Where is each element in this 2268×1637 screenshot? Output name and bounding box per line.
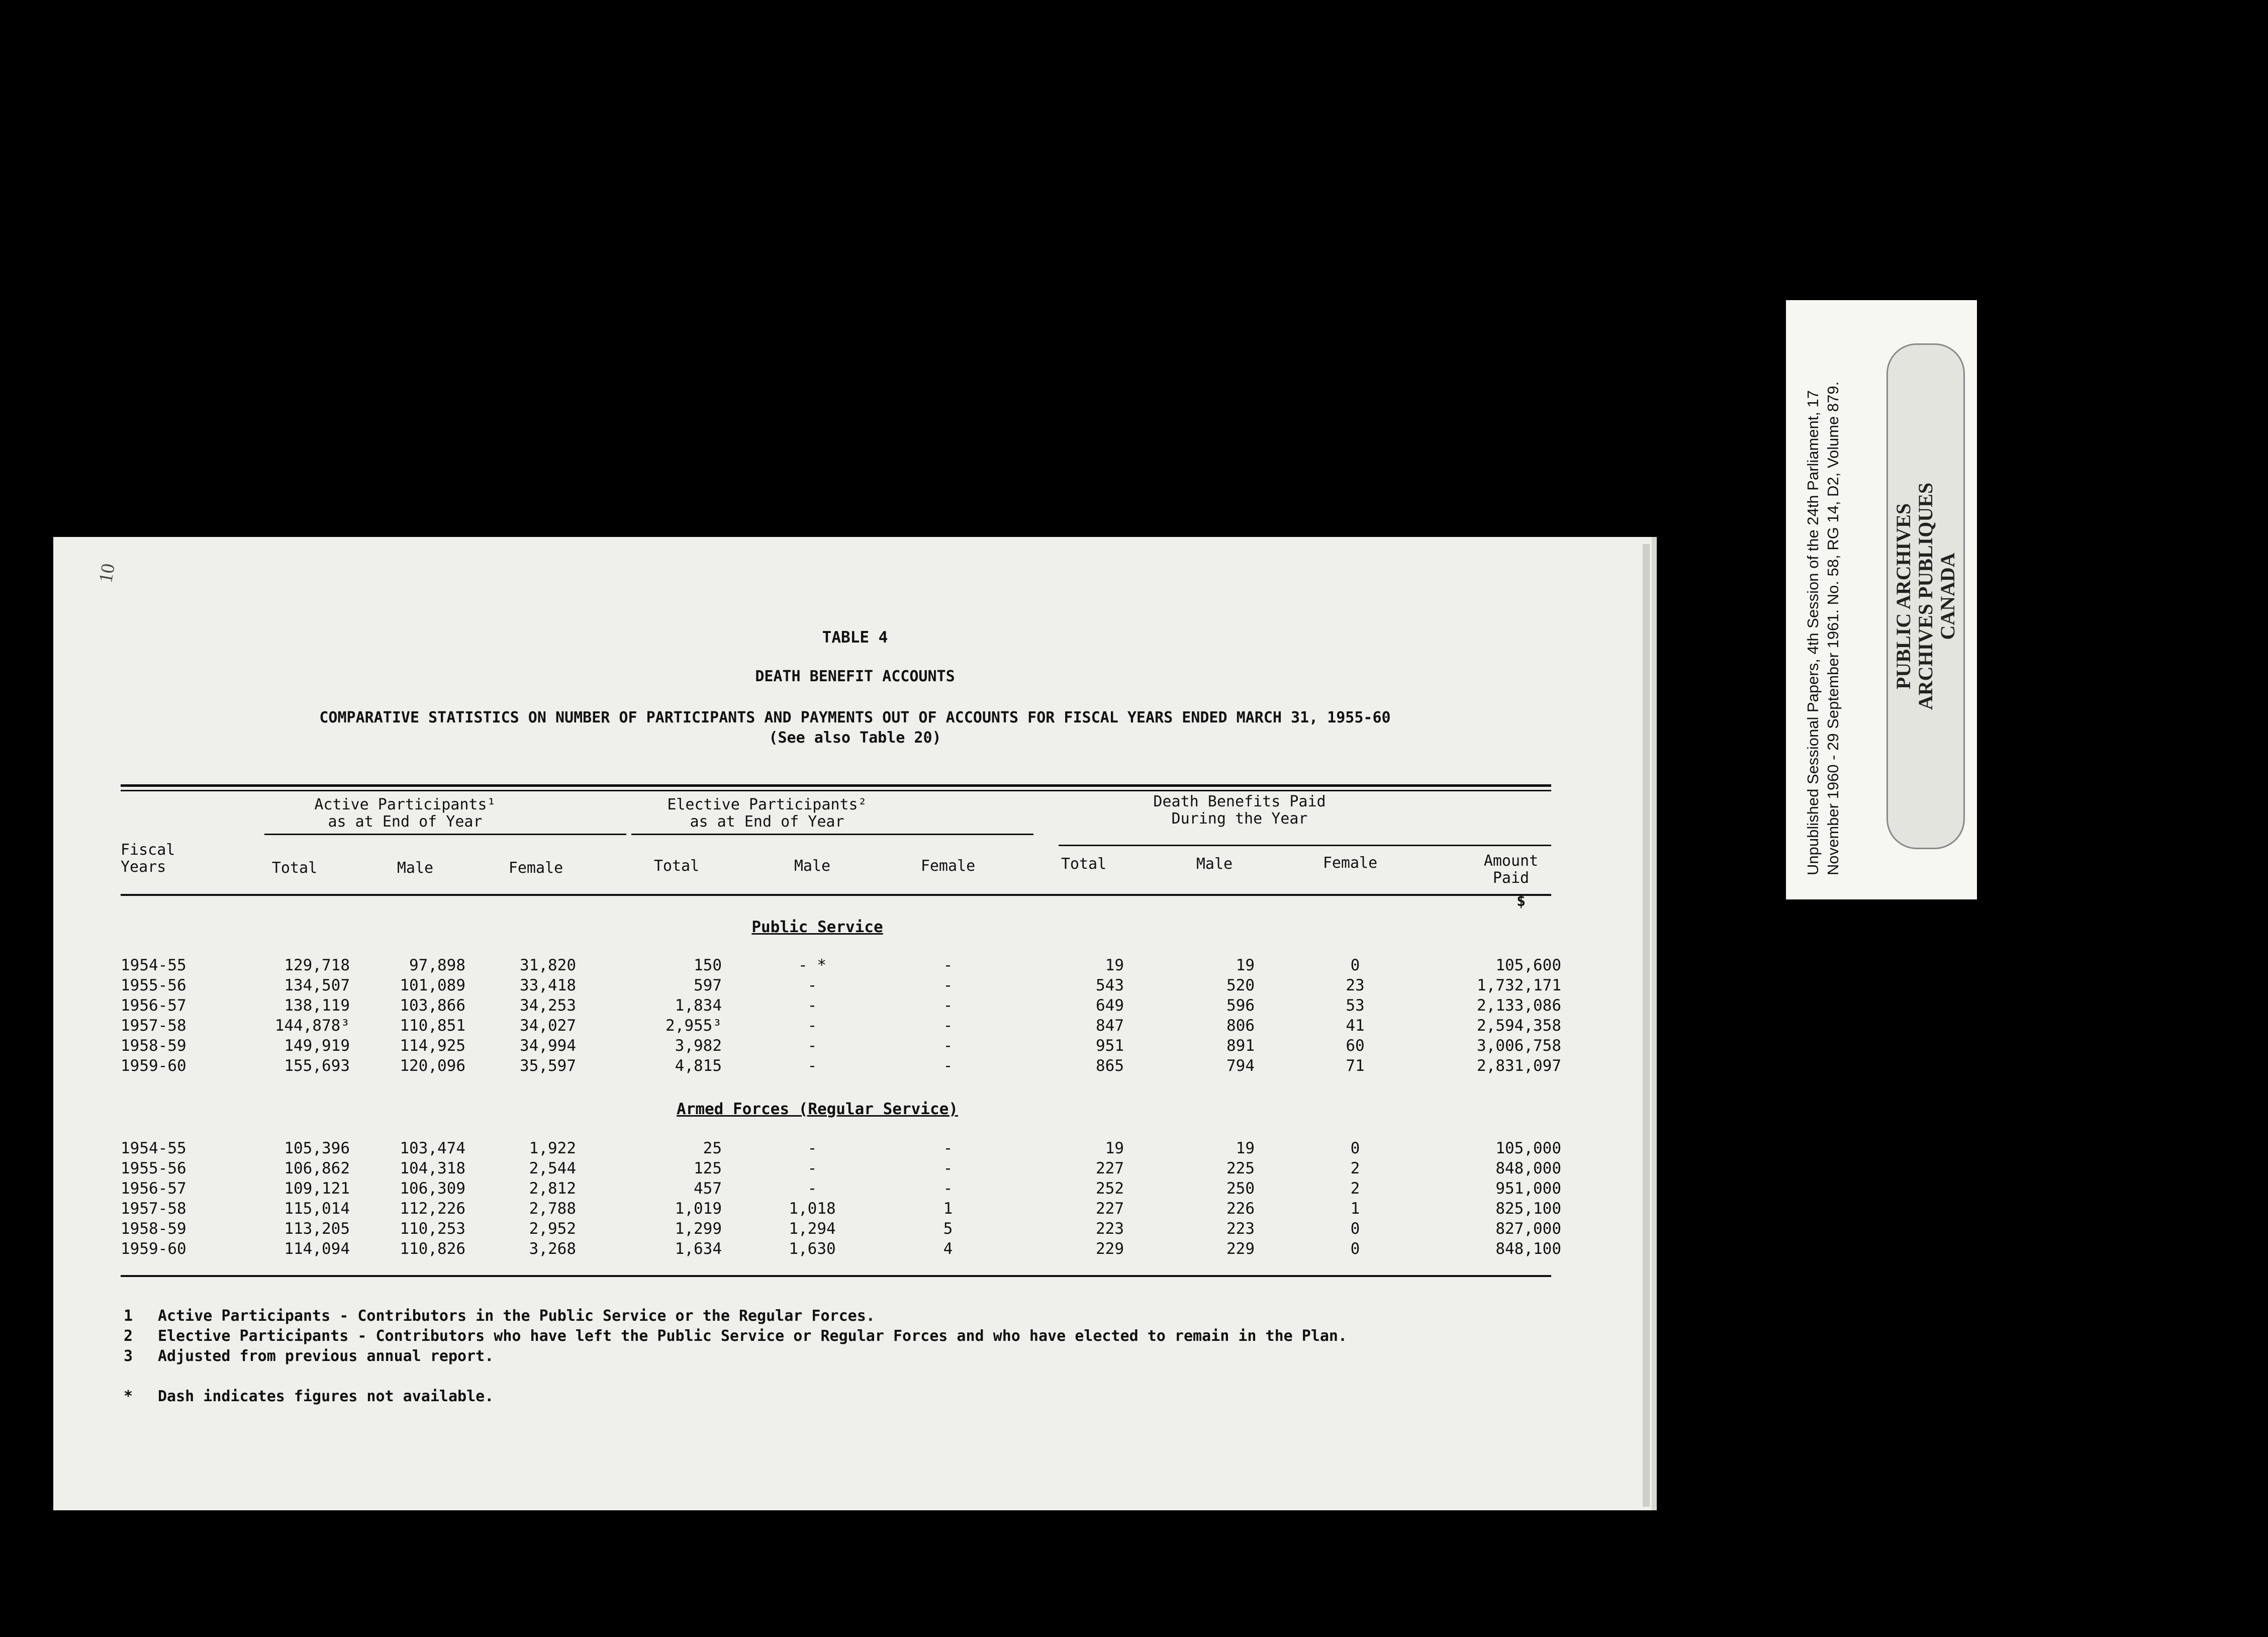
cell-amount-paid: 951,000: [1495, 1179, 1561, 1198]
cell-death-total: 229: [1096, 1240, 1124, 1258]
cell-active-female: 1,922: [529, 1139, 576, 1157]
cell-death-female: 0: [1350, 1240, 1360, 1258]
col-active-female: Female: [508, 859, 563, 877]
cell-elective-male: -: [807, 1179, 817, 1198]
cell-active-male: 103,866: [400, 996, 465, 1015]
cell-death-male: 223: [1226, 1220, 1255, 1238]
elective-participants-header: Elective Participants² as at End of Year: [667, 796, 867, 831]
cell-elective-female: 1: [943, 1200, 953, 1218]
cell-amount-paid: 1,732,171: [1477, 976, 1561, 994]
cell-death-male: 891: [1226, 1037, 1255, 1055]
cell-elective-female: 4: [943, 1240, 953, 1258]
cell-elective-total: 1,634: [675, 1240, 722, 1258]
cell-death-female: 2: [1350, 1179, 1360, 1198]
cell-death-male: 806: [1226, 1017, 1255, 1035]
cell-death-female: 60: [1346, 1037, 1365, 1055]
table-label: TABLE 4: [822, 628, 888, 647]
cell-fiscal-year: 1956-57: [121, 996, 186, 1015]
cell-death-female: 0: [1350, 956, 1360, 974]
col-elective-male: Male: [794, 857, 831, 875]
cell-death-male: 229: [1226, 1240, 1255, 1258]
dollar-sign: $: [1516, 892, 1526, 910]
cell-elective-female: -: [943, 1057, 953, 1075]
cell-active-total: 106,862: [284, 1159, 350, 1177]
top-rule-2: [121, 790, 1551, 791]
cell-active-male: 110,851: [400, 1017, 465, 1035]
cell-death-female: 41: [1346, 1017, 1365, 1035]
cell-elective-male: -: [807, 1037, 817, 1055]
cell-death-male: 19: [1236, 956, 1255, 974]
cell-death-female: 0: [1350, 1139, 1360, 1157]
cell-death-total: 223: [1096, 1220, 1124, 1238]
cell-elective-female: -: [943, 1037, 953, 1055]
cell-active-male: 103,474: [400, 1139, 465, 1157]
archive-caption: Unpublished Sessional Papers, 4th Session of the 24th Parliament, 17 November 1960 - 29 September 1961. No. 58, RG 14, D2, Volume 879.: [1804, 381, 1842, 875]
cell-death-female: 0: [1350, 1220, 1360, 1238]
cell-death-male: 225: [1226, 1159, 1255, 1177]
cell-elective-female: 5: [943, 1220, 953, 1238]
table-subtitle: COMPARATIVE STATISTICS ON NUMBER OF PARTICIPANTS AND PAYMENTS OUT OF ACCOUNTS FOR FISCAL YEARS ENDED MARCH 31, 1955-60: [319, 709, 1391, 726]
cell-active-total: 134,507: [284, 976, 350, 994]
footnote: 2 Elective Participants - Contributors who have left the Public Service or Regular Forces and who have elected to remain in the Plan.: [124, 1327, 1348, 1345]
cell-elective-male: -: [807, 1139, 817, 1157]
cell-active-total: 114,094: [284, 1240, 350, 1258]
active-underline: [264, 834, 626, 835]
cell-elective-male: - *: [798, 956, 826, 974]
cell-elective-total: 3,982: [675, 1037, 722, 1055]
cell-fiscal-year: 1959-60: [121, 1057, 186, 1075]
cell-active-total: 129,718: [284, 956, 350, 974]
cell-amount-paid: 105,600: [1495, 956, 1561, 974]
footnote: 3 Adjusted from previous annual report.: [124, 1347, 494, 1365]
cell-death-female: 2: [1350, 1159, 1360, 1177]
cell-elective-total: 597: [694, 976, 722, 994]
cell-active-total: 149,919: [284, 1037, 350, 1055]
active-participants-header: Active Participants¹ as at End of Year: [314, 796, 496, 831]
cell-elective-total: 457: [694, 1179, 722, 1198]
cell-death-total: 649: [1096, 996, 1124, 1015]
cell-active-female: 3,268: [529, 1240, 576, 1258]
header-bottom-rule: [121, 894, 1551, 896]
cell-elective-female: -: [943, 996, 953, 1015]
cell-elective-total: 150: [694, 956, 722, 974]
cell-fiscal-year: 1954-55: [121, 956, 186, 974]
cell-fiscal-year: 1955-56: [121, 1159, 186, 1177]
table-title: DEATH BENEFIT ACCOUNTS: [755, 668, 955, 685]
cell-elective-total: 25: [703, 1139, 722, 1157]
cell-fiscal-year: 1957-58: [121, 1017, 186, 1035]
cell-elective-male: 1,294: [789, 1220, 836, 1238]
col-death-male: Male: [1196, 855, 1233, 873]
cell-elective-total: 1,019: [675, 1200, 722, 1218]
cell-active-male: 114,925: [400, 1037, 465, 1055]
cell-elective-female: -: [943, 976, 953, 994]
death-benefits-header: Death Benefits Paid During the Year: [1153, 793, 1326, 828]
cell-active-total: 109,121: [284, 1179, 350, 1198]
cell-active-female: 34,027: [520, 1017, 576, 1035]
top-rule: [121, 784, 1551, 787]
cell-elective-male: 1,630: [789, 1240, 836, 1258]
col-death-total: Total: [1061, 855, 1107, 873]
cell-death-female: 1: [1350, 1200, 1360, 1218]
cell-elective-total: 1,834: [675, 996, 722, 1015]
cell-elective-male: -: [807, 1017, 817, 1035]
cell-elective-male: 1,018: [789, 1200, 836, 1218]
cell-elective-male: -: [807, 996, 817, 1015]
cell-fiscal-year: 1959-60: [121, 1240, 186, 1258]
cell-death-total: 543: [1096, 976, 1124, 994]
col-active-male: Male: [397, 859, 434, 877]
cell-death-total: 19: [1105, 956, 1124, 974]
cell-death-male: 520: [1226, 976, 1255, 994]
cell-death-male: 250: [1226, 1179, 1255, 1198]
cell-death-total: 19: [1105, 1139, 1124, 1157]
cell-amount-paid: 2,831,097: [1477, 1057, 1561, 1075]
cell-active-female: 34,994: [520, 1037, 576, 1055]
cell-fiscal-year: 1954-55: [121, 1139, 186, 1157]
col-amount-paid: Amount Paid: [1483, 852, 1539, 887]
col-active-total: Total: [271, 859, 318, 877]
cell-active-total: 144,878³: [274, 1017, 350, 1035]
cell-active-female: 33,418: [520, 976, 576, 994]
cell-amount-paid: 2,594,358: [1477, 1017, 1561, 1035]
col-elective-female: Female: [920, 857, 976, 875]
fiscal-years-header: Fiscal Years: [121, 841, 175, 876]
cell-elective-female: -: [943, 1179, 953, 1198]
elective-underline: [631, 834, 1033, 835]
cell-active-female: 31,820: [520, 956, 576, 974]
page-number: 10: [95, 562, 119, 585]
footnote: 1 Active Participants - Contributors in the Public Service or the Regular Forces.: [124, 1307, 875, 1325]
cell-death-female: 53: [1346, 996, 1365, 1015]
cell-amount-paid: 2,133,086: [1477, 996, 1561, 1015]
cell-death-male: 226: [1226, 1200, 1255, 1218]
section-title-public-service: Public Service: [751, 918, 883, 936]
cell-active-female: 34,253: [520, 996, 576, 1015]
cell-elective-male: -: [807, 1057, 817, 1075]
cell-fiscal-year: 1957-58: [121, 1200, 186, 1218]
col-elective-total: Total: [653, 857, 700, 875]
page-edge: [1643, 544, 1650, 1507]
cell-amount-paid: 848,000: [1495, 1159, 1561, 1177]
see-also-note: (See also Table 20): [769, 729, 941, 747]
cell-amount-paid: 825,100: [1495, 1200, 1561, 1218]
cell-amount-paid: 827,000: [1495, 1220, 1561, 1238]
cell-death-total: 227: [1096, 1159, 1124, 1177]
cell-death-total: 847: [1096, 1017, 1124, 1035]
cell-amount-paid: 105,000: [1495, 1139, 1561, 1157]
cell-active-total: 138,119: [284, 996, 350, 1015]
cell-active-male: 104,318: [400, 1159, 465, 1177]
death-underline: [1059, 845, 1551, 846]
archives-seal: PUBLIC ARCHIVES ARCHIVES PUBLIQUES CANADA: [1886, 343, 1965, 849]
cell-elective-total: 1,299: [675, 1220, 722, 1238]
cell-elective-female: -: [943, 1139, 953, 1157]
cell-fiscal-year: 1958-59: [121, 1220, 186, 1238]
archive-stamp-card: [1786, 300, 1977, 899]
cell-fiscal-year: 1958-59: [121, 1037, 186, 1055]
cell-death-female: 71: [1346, 1057, 1365, 1075]
cell-active-male: 110,826: [400, 1240, 465, 1258]
cell-active-male: 97,898: [409, 956, 465, 974]
cell-death-total: 951: [1096, 1037, 1124, 1055]
cell-active-total: 155,693: [284, 1057, 350, 1075]
cell-active-male: 101,089: [400, 976, 465, 994]
section-title-armed-forces: Armed Forces (Regular Service): [677, 1100, 958, 1118]
cell-active-female: 35,597: [520, 1057, 576, 1075]
cell-active-male: 106,309: [400, 1179, 465, 1198]
cell-death-male: 19: [1236, 1139, 1255, 1157]
cell-amount-paid: 848,100: [1495, 1240, 1561, 1258]
cell-active-male: 110,253: [400, 1220, 465, 1238]
cell-elective-total: 4,815: [675, 1057, 722, 1075]
cell-elective-male: -: [807, 976, 817, 994]
cell-active-male: 120,096: [400, 1057, 465, 1075]
cell-elective-total: 2,955³: [666, 1017, 722, 1035]
cell-death-female: 23: [1346, 976, 1365, 994]
cell-fiscal-year: 1955-56: [121, 976, 186, 994]
cell-death-total: 865: [1096, 1057, 1124, 1075]
cell-active-female: 2,812: [529, 1179, 576, 1198]
cell-elective-female: -: [943, 1017, 953, 1035]
cell-active-male: 112,226: [400, 1200, 465, 1218]
col-death-female: Female: [1322, 854, 1378, 872]
document-page: [53, 537, 1657, 1510]
cell-death-total: 252: [1096, 1179, 1124, 1198]
cell-death-male: 794: [1226, 1057, 1255, 1075]
cell-active-total: 113,205: [284, 1220, 350, 1238]
bottom-rule: [121, 1275, 1551, 1277]
cell-active-female: 2,788: [529, 1200, 576, 1218]
footnote: * Dash indicates figures not available.: [124, 1388, 494, 1405]
cell-active-total: 115,014: [284, 1200, 350, 1218]
cell-death-male: 596: [1226, 996, 1255, 1015]
cell-active-female: 2,952: [529, 1220, 576, 1238]
cell-death-total: 227: [1096, 1200, 1124, 1218]
cell-active-female: 2,544: [529, 1159, 576, 1177]
cell-active-total: 105,396: [284, 1139, 350, 1157]
cell-elective-male: -: [807, 1159, 817, 1177]
cell-amount-paid: 3,006,758: [1477, 1037, 1561, 1055]
cell-fiscal-year: 1956-57: [121, 1179, 186, 1198]
cell-elective-total: 125: [694, 1159, 722, 1177]
cell-elective-female: -: [943, 956, 953, 974]
cell-elective-female: -: [943, 1159, 953, 1177]
